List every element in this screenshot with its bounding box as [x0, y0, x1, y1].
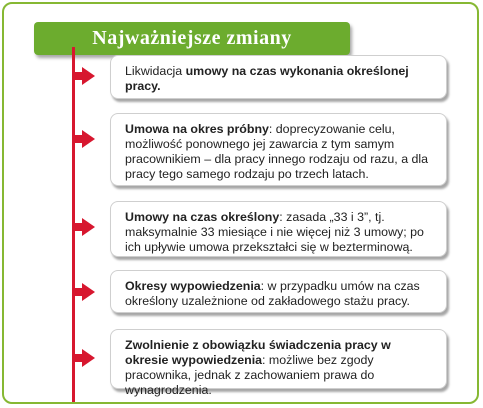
panel-title: Najważniejsze zmiany	[34, 22, 350, 55]
item-text: : zasada „33 i 3”, tj. maksymalnie 33 miesiące i nie więcej niż 3 umowy; po ich upływie umowa przekształci się w bezterminową.	[125, 210, 424, 254]
item-bold: Umowa na okres próbny	[125, 122, 269, 136]
arrow-icon	[82, 349, 95, 367]
item-text: : doprecyzowanie celu, możliwość ponownego jej zawarcia z tym samym pracownikiem – dla pracy innego rodzaju od razu, a dla pracy tego samego rodzaju po trzech latach.	[125, 122, 429, 181]
arrow-icon	[82, 283, 95, 301]
item-text: : w przypadku umów na czas określony uzależnione od zakładowego stażu pracy.	[125, 279, 420, 308]
item-bold: umowy na czas wykonania określonej pracy.	[125, 64, 409, 93]
arrow-icon	[82, 218, 95, 236]
item-bold: Okresy wypowiedzenia	[125, 279, 261, 293]
item-text: : możliwe bez zgody pracownika, jednak z zachowaniem prawa do wynagrodzenia.	[125, 353, 375, 397]
change-item-5	[110, 329, 447, 397]
arrow-icon	[82, 130, 95, 148]
change-item-2	[110, 113, 447, 186]
item-bold: Umowy na czas określony	[125, 210, 280, 224]
item-bold: Zwolnienie z obowiązku świadczenia pracy w okresie wypowiedzenia	[125, 338, 391, 367]
change-item-3	[110, 201, 447, 257]
arrow-icon	[82, 67, 95, 85]
change-item-4	[110, 270, 447, 313]
item-text: Likwidacja	[125, 64, 186, 78]
change-item-1	[110, 55, 447, 99]
